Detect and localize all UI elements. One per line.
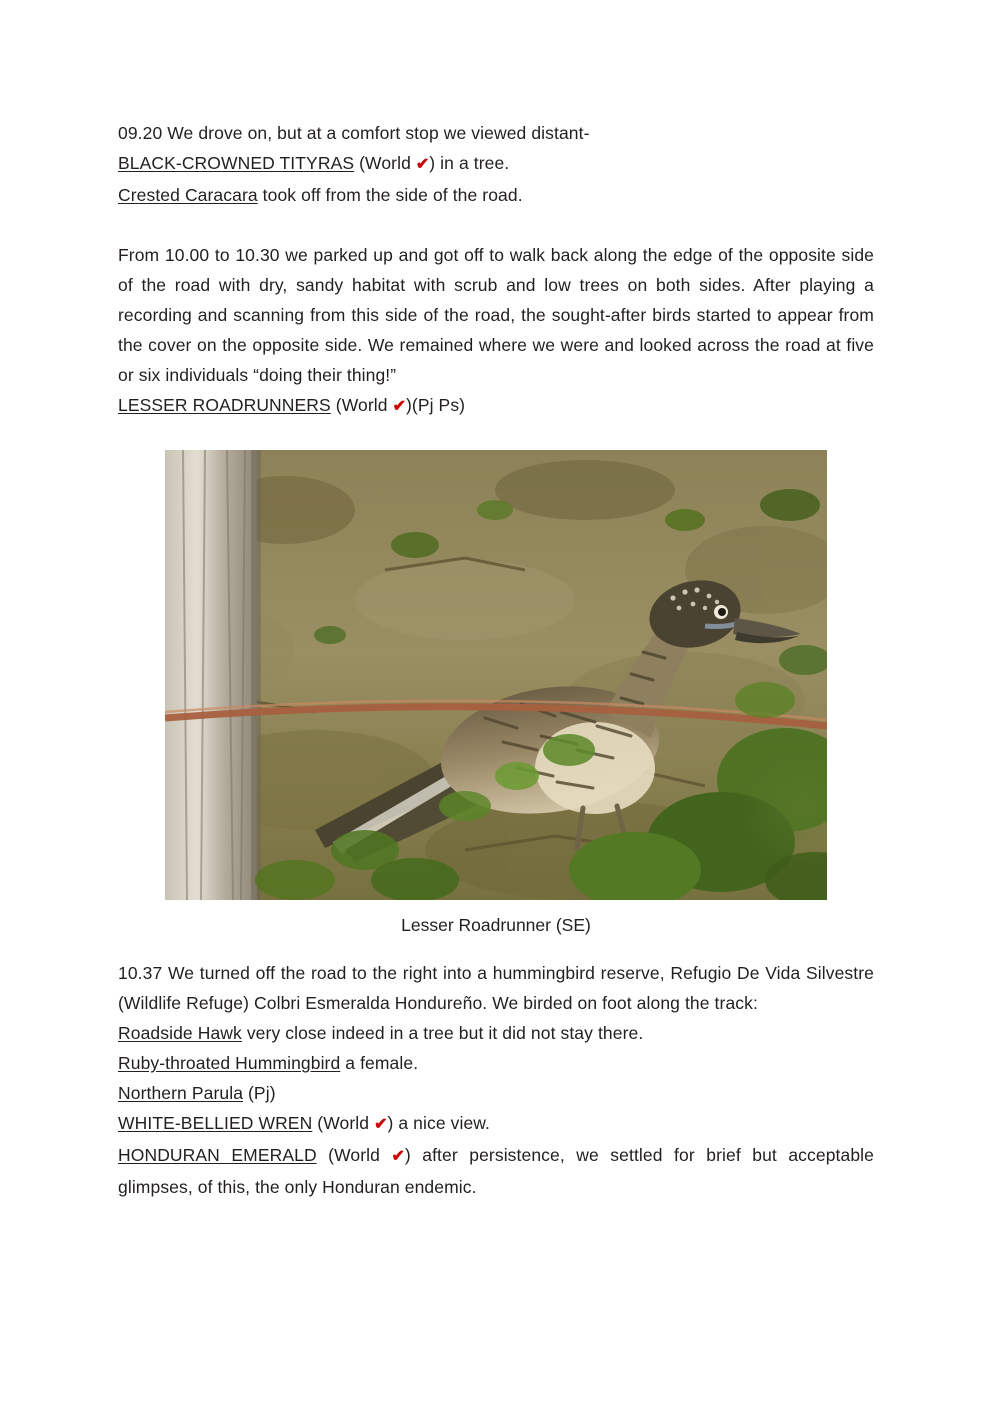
species-ruby-throated-hummingbird: Ruby-throated Hummingbird — [118, 1053, 341, 1073]
species-roadside-hawk: Roadside Hawk — [118, 1023, 242, 1043]
species-tail: )(Pj Ps) — [405, 395, 466, 415]
species-line-northern-parula — [118, 1078, 874, 1108]
species-crested-caracara: Crested Caracara — [118, 185, 258, 205]
species-suffix: (World — [316, 1145, 392, 1165]
paragraph-lesser-roadrunners — [118, 390, 874, 422]
paragraph-lead: 10.37 We turned off the road to the right into a hummingbird reserve, — [118, 963, 671, 983]
species-honduran-emerald: HONDURAN EMERALD — [118, 1145, 317, 1165]
species-line-white-bellied-wren — [118, 1108, 874, 1140]
check-icon: ✔ — [374, 1116, 388, 1133]
figure-lesser-roadrunner — [118, 450, 874, 940]
paragraph-rest: Refugio De Vida Silvestre (Wildlife Refuge) Colbri Esmeralda Hondureño. We birded on foot along the track: — [118, 963, 874, 1013]
species-tail: ) a nice view. — [387, 1113, 491, 1133]
species-tail: took off from the side of the road. — [257, 185, 523, 205]
species-line-ruby-throated-hummingbird — [118, 1048, 874, 1078]
species-suffix: (World — [354, 153, 416, 173]
species-line-honduran-emerald — [118, 1140, 874, 1202]
paragraph-gap — [118, 210, 874, 240]
species-lesser-roadrunners: LESSER ROADRUNNERS — [118, 395, 331, 415]
line-text: 09.20 We drove on, but at a comfort stop we viewed distant- — [118, 123, 590, 143]
paragraph-walk-description: From 10.00 to 10.30 we parked up and got off to walk back along the edge of the opposite side of the road with dry, sandy habitat with scrub and low trees on both sides. After playing a recording and scanning from this side of the road, the sought-after birds started to appear from the cover on the opposite side. We remained where we were and looked across the road at five or six individuals “doing their thing!” — [118, 245, 874, 385]
species-line-roadside-hawk — [118, 1018, 874, 1048]
figure-caption: Lesser Roadrunner (SE) — [401, 915, 591, 935]
check-icon: ✔ — [392, 398, 406, 415]
photo-lesser-roadrunner — [165, 450, 827, 900]
paragraph-0920 — [118, 118, 874, 210]
species-tail: (Pj) — [243, 1083, 276, 1103]
species-tail: a female. — [340, 1053, 419, 1073]
paragraph-1037 — [118, 958, 874, 1018]
species-suffix: (World — [312, 1113, 375, 1133]
species-white-bellied-wren: WHITE-BELLIED WREN — [118, 1113, 313, 1133]
species-northern-parula: Northern Parula — [118, 1083, 244, 1103]
species-tail: ) after persistence, we settled for brief but acceptable glimpses, of this, the only Honduran endemic. — [118, 1145, 874, 1197]
species-black-crowned-tityras: BLACK-CROWNED TITYRAS — [118, 153, 355, 173]
species-tail: very close indeed in a tree but it did not stay there. — [241, 1023, 644, 1043]
species-suffix: (World — [330, 395, 393, 415]
check-icon: ✔ — [391, 1148, 405, 1165]
species-tail: ) in a tree. — [429, 153, 510, 173]
check-icon: ✔ — [415, 156, 430, 173]
